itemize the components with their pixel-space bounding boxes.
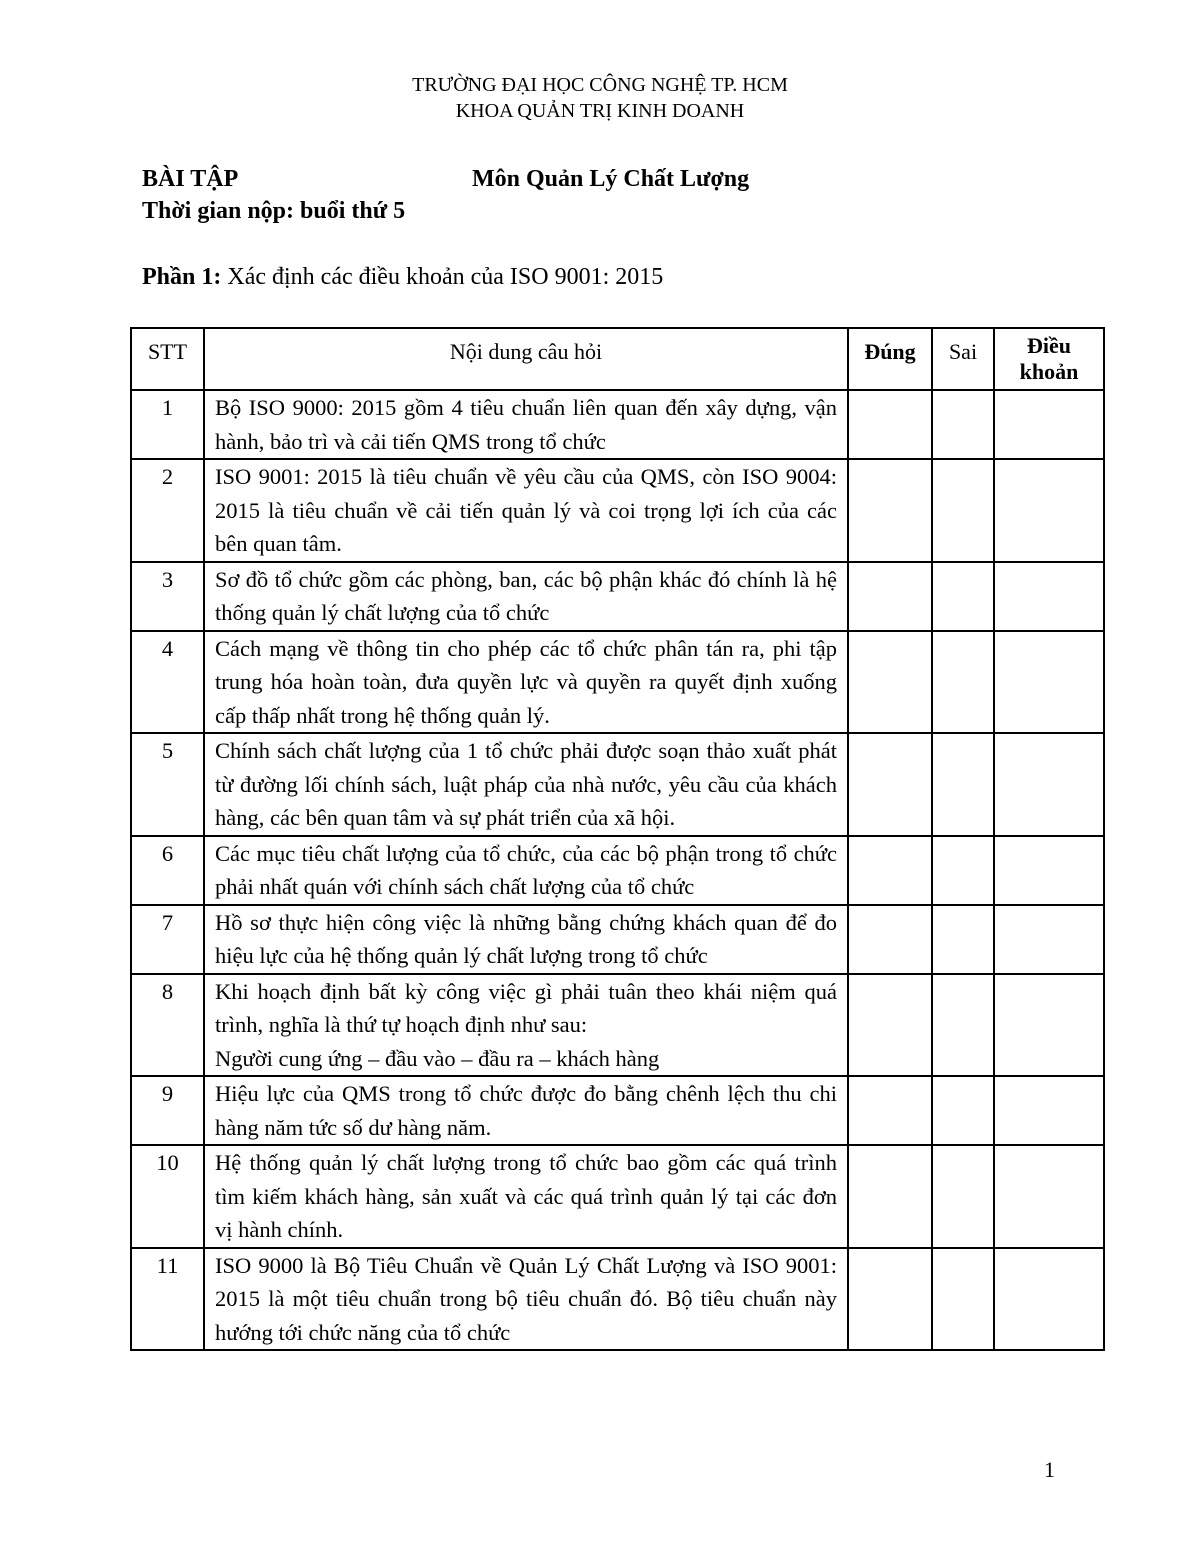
answer-true-cell[interactable] <box>848 459 932 562</box>
header-clause <box>994 328 1104 390</box>
part-heading <box>142 261 663 293</box>
document-header <box>0 72 1200 124</box>
answer-false-cell[interactable] <box>932 1145 994 1248</box>
page-number: 1 <box>1044 1457 1055 1482</box>
answer-false-cell[interactable] <box>932 459 994 562</box>
header-false: Sai <box>932 328 994 390</box>
question-text: Cách mạng về thông tin cho phép các tổ chức phân tán ra, phi tập trung hóa hoàn toàn, đưa quyền lực và quyền ra quyết định xuống cấp thấp nhất trong hệ thống quản lý. <box>204 631 848 734</box>
answer-true-cell[interactable] <box>848 905 932 974</box>
answer-false-cell[interactable] <box>932 631 994 734</box>
answer-true-cell[interactable] <box>848 1248 932 1351</box>
table-row <box>131 562 1104 631</box>
table-row <box>131 1076 1104 1145</box>
header-clause-line1: Điều <box>1027 333 1071 358</box>
table-row <box>131 1248 1104 1351</box>
header-true: Đúng <box>848 328 932 390</box>
row-number: 1 <box>131 390 204 459</box>
table-row <box>131 1145 1104 1248</box>
clause-cell[interactable] <box>994 1248 1104 1351</box>
answer-true-cell[interactable] <box>848 974 932 1077</box>
assignment-label: BÀI TẬP <box>142 166 239 192</box>
answer-true-cell[interactable] <box>848 390 932 459</box>
clause-cell[interactable] <box>994 733 1104 836</box>
question-text-line1: Khi hoạch định bất kỳ công việc gì phải tuân theo khái niệm quá trình, nghĩa là thứ tự hoạch định như sau: <box>215 978 837 1037</box>
answer-true-cell[interactable] <box>848 1076 932 1145</box>
answer-true-cell[interactable] <box>848 733 932 836</box>
answer-false-cell[interactable] <box>932 1248 994 1351</box>
question-text: Hồ sơ thực hiện công việc là những bằng chứng khách quan để đo hiệu lực của hệ thống quản lý chất lượng trong tổ chức <box>204 905 848 974</box>
question-text: Hiệu lực của QMS trong tổ chức được đo bằng chênh lệch thu chi hàng năm tức số dư hàng năm. <box>204 1076 848 1145</box>
table-row <box>131 459 1104 562</box>
university-name: TRƯỜNG ĐẠI HỌC CÔNG NGHỆ TP. HCM <box>412 74 788 96</box>
header-stt: STT <box>131 328 204 390</box>
table-row <box>131 390 1104 459</box>
clause-cell[interactable] <box>994 836 1104 905</box>
row-number: 3 <box>131 562 204 631</box>
row-number: 2 <box>131 459 204 562</box>
assignment-title-line <box>142 163 750 195</box>
table-row <box>131 631 1104 734</box>
table-row <box>131 733 1104 836</box>
row-number: 6 <box>131 836 204 905</box>
clause-cell[interactable] <box>994 459 1104 562</box>
table-row <box>131 836 1104 905</box>
row-number: 11 <box>131 1248 204 1351</box>
clause-cell[interactable] <box>994 905 1104 974</box>
question-text: ISO 9001: 2015 là tiêu chuẩn về yêu cầu của QMS, còn ISO 9004: 2015 là tiêu chuẩn về cải tiến quản lý và coi trọng lợi ích của các bên quan tâm. <box>204 459 848 562</box>
header-clause-line2: khoản <box>1019 359 1079 384</box>
header-question-content: Nội dung câu hỏi <box>204 328 848 390</box>
clause-cell[interactable] <box>994 1076 1104 1145</box>
answer-true-cell[interactable] <box>848 1145 932 1248</box>
clause-cell[interactable] <box>994 974 1104 1077</box>
answer-false-cell[interactable] <box>932 733 994 836</box>
table-row <box>131 974 1104 1077</box>
clause-cell[interactable] <box>994 562 1104 631</box>
part-text: Xác định các điều khoản của ISO 9001: 2015 <box>221 264 664 290</box>
question-text: ISO 9000 là Bộ Tiêu Chuẩn về Quản Lý Chất Lượng và ISO 9001: 2015 là một tiêu chuẩn trong bộ tiêu chuẩn đó. Bộ tiêu chuẩn này hướng tới chức năng của tổ chức <box>204 1248 848 1351</box>
answer-false-cell[interactable] <box>932 836 994 905</box>
clause-cell[interactable] <box>994 1145 1104 1248</box>
row-number: 7 <box>131 905 204 974</box>
answer-true-cell[interactable] <box>848 631 932 734</box>
question-text: Sơ đồ tổ chức gồm các phòng, ban, các bộ phận khác đó chính là hệ thống quản lý chất lượng của tổ chức <box>204 562 848 631</box>
answer-false-cell[interactable] <box>932 974 994 1077</box>
answer-false-cell[interactable] <box>932 1076 994 1145</box>
subject-name: Môn Quản Lý Chất Lượng <box>472 166 750 192</box>
clause-cell[interactable] <box>994 631 1104 734</box>
answer-false-cell[interactable] <box>932 905 994 974</box>
submission-deadline: Thời gian nộp: buổi thứ 5 <box>142 198 406 224</box>
part-label: Phần 1: <box>142 264 222 290</box>
answer-true-cell[interactable] <box>848 562 932 631</box>
row-number: 10 <box>131 1145 204 1248</box>
question-text: Hệ thống quản lý chất lượng trong tổ chức bao gồm các quá trình tìm kiếm khách hàng, sản xuất và các quá trình quản lý tại các đơn vị hành chính. <box>204 1145 848 1248</box>
answer-true-cell[interactable] <box>848 836 932 905</box>
question-text: Các mục tiêu chất lượng của tổ chức, của các bộ phận trong tổ chức phải nhất quán với chính sách chất lượng của tổ chức <box>204 836 848 905</box>
table-row <box>131 905 1104 974</box>
clause-cell[interactable] <box>994 390 1104 459</box>
table-header-row <box>131 328 1104 390</box>
question-text: Chính sách chất lượng của 1 tổ chức phải được soạn thảo xuất phát từ đường lối chính sách, luật pháp của nhà nước, yêu cầu của khách hàng, các bên quan tâm và sự phát triển của xã hội. <box>204 733 848 836</box>
row-number: 9 <box>131 1076 204 1145</box>
question-table <box>130 327 1105 1351</box>
question-text-line2: Người cung ứng – đầu vào – đầu ra – khách hàng <box>215 1045 660 1071</box>
row-number: 4 <box>131 631 204 734</box>
question-text <box>204 974 848 1077</box>
question-text: Bộ ISO 9000: 2015 gồm 4 tiêu chuẩn liên quan đến xây dựng, vận hành, bảo trì và cải tiến QMS trong tổ chức <box>204 390 848 459</box>
answer-false-cell[interactable] <box>932 562 994 631</box>
faculty-name: KHOA QUẢN TRỊ KINH DOANH <box>455 100 745 122</box>
row-number: 5 <box>131 733 204 836</box>
row-number: 8 <box>131 974 204 1077</box>
answer-false-cell[interactable] <box>932 390 994 459</box>
